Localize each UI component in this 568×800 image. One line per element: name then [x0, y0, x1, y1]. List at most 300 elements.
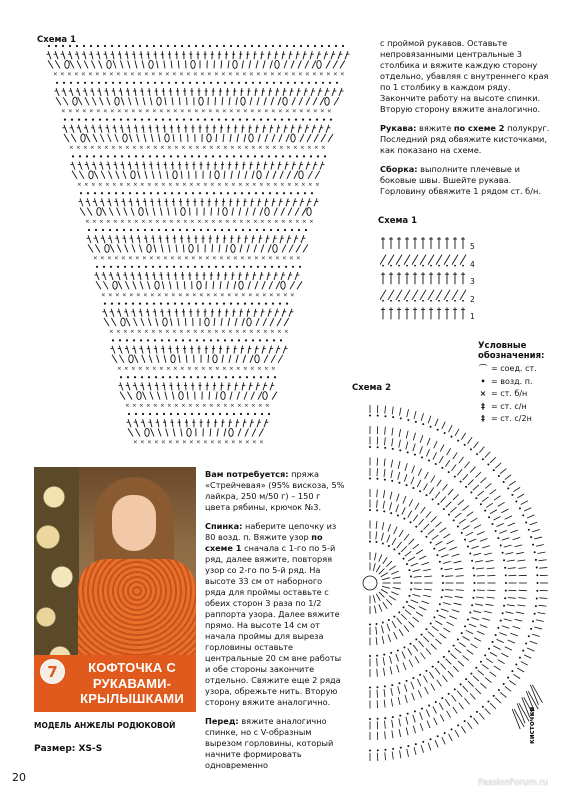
- svg-text:×: ×: [177, 255, 182, 262]
- svg-text:×: ×: [284, 71, 289, 78]
- svg-text:×: ×: [238, 439, 243, 446]
- svg-text:×: ×: [195, 145, 200, 152]
- svg-text:×: ×: [257, 366, 262, 372]
- svg-text:×: ×: [165, 329, 170, 336]
- svg-text:×: ×: [250, 108, 255, 115]
- svg-text:×: ×: [182, 182, 187, 188]
- svg-text:×: ×: [151, 71, 156, 78]
- svg-text:×: ×: [110, 108, 115, 115]
- svg-text:×: ×: [264, 366, 269, 372]
- svg-text:×: ×: [282, 255, 287, 262]
- svg-text:×: ×: [139, 402, 144, 409]
- svg-text:×: ×: [143, 292, 148, 299]
- svg-text:×: ×: [247, 255, 252, 262]
- svg-text:×: ×: [195, 402, 200, 409]
- svg-text:×: ×: [172, 329, 177, 336]
- svg-text:×: ×: [276, 292, 281, 299]
- svg-text:×: ×: [296, 255, 301, 262]
- tassel-label: кисточки: [528, 706, 536, 744]
- svg-text:×: ×: [208, 108, 213, 115]
- svg-text:×: ×: [236, 108, 241, 115]
- svg-text:×: ×: [151, 329, 156, 336]
- svg-text:×: ×: [147, 182, 152, 188]
- svg-text:×: ×: [190, 218, 195, 225]
- svg-text:×: ×: [196, 182, 201, 188]
- svg-text:×: ×: [179, 329, 184, 336]
- svg-text:×: ×: [241, 292, 246, 299]
- svg-text:×: ×: [319, 71, 324, 78]
- svg-text:×: ×: [103, 108, 108, 115]
- svg-text:×: ×: [291, 71, 296, 78]
- svg-text:×: ×: [53, 71, 58, 78]
- scheme1-small-chart: [380, 236, 468, 324]
- svg-text:×: ×: [135, 255, 140, 262]
- svg-text:×: ×: [256, 329, 261, 336]
- svg-text:×: ×: [76, 145, 81, 152]
- svg-text:×: ×: [133, 439, 138, 446]
- svg-text:×: ×: [189, 439, 194, 446]
- svg-text:×: ×: [222, 108, 227, 115]
- svg-text:×: ×: [208, 366, 213, 372]
- svg-text:×: ×: [172, 71, 177, 78]
- svg-text:×: ×: [287, 182, 292, 188]
- svg-text:×: ×: [194, 366, 199, 372]
- svg-text:×: ×: [67, 71, 72, 78]
- svg-text:×: ×: [221, 329, 226, 336]
- svg-text:×: ×: [130, 71, 135, 78]
- svg-text:×: ×: [136, 292, 141, 299]
- svg-text:×: ×: [99, 218, 104, 225]
- svg-text:×: ×: [185, 292, 190, 299]
- website-watermark: PassionForum.ru: [478, 778, 549, 788]
- svg-text:×: ×: [68, 108, 73, 115]
- svg-text:×: ×: [140, 439, 145, 446]
- svg-text:×: ×: [174, 145, 179, 152]
- svg-text:×: ×: [271, 108, 276, 115]
- svg-text:×: ×: [255, 292, 260, 299]
- svg-text:×: ×: [295, 218, 300, 225]
- svg-text:×: ×: [95, 71, 100, 78]
- svg-text:×: ×: [222, 366, 227, 372]
- svg-text:×: ×: [299, 108, 304, 115]
- svg-text:×: ×: [230, 145, 235, 152]
- svg-text:×: ×: [243, 108, 248, 115]
- svg-text:×: ×: [154, 182, 159, 188]
- svg-text:×: ×: [183, 218, 188, 225]
- svg-text:×: ×: [166, 108, 171, 115]
- svg-text:×: ×: [202, 402, 207, 409]
- svg-text:×: ×: [153, 402, 158, 409]
- scheme1-chart: [34, 40, 364, 455]
- svg-text:×: ×: [286, 145, 291, 152]
- svg-text:×: ×: [216, 402, 221, 409]
- svg-text:×: ×: [178, 292, 183, 299]
- svg-text:×: ×: [205, 255, 210, 262]
- svg-text:×: ×: [150, 292, 155, 299]
- svg-text:×: ×: [187, 366, 192, 372]
- svg-text:×: ×: [290, 292, 295, 299]
- svg-text:×: ×: [141, 218, 146, 225]
- svg-text:×: ×: [203, 439, 208, 446]
- svg-text:×: ×: [180, 108, 185, 115]
- svg-text:×: ×: [174, 402, 179, 409]
- svg-text:×: ×: [179, 71, 184, 78]
- svg-text:×: ×: [198, 255, 203, 262]
- svg-text:×: ×: [126, 182, 131, 188]
- svg-text:×: ×: [201, 366, 206, 372]
- svg-text:×: ×: [138, 108, 143, 115]
- svg-text:×: ×: [169, 218, 174, 225]
- svg-text:×: ×: [125, 402, 130, 409]
- svg-text:×: ×: [258, 145, 263, 152]
- svg-text:×: ×: [176, 218, 181, 225]
- svg-text:×: ×: [312, 71, 317, 78]
- svg-text:×: ×: [244, 402, 249, 409]
- svg-text:×: ×: [97, 145, 102, 152]
- svg-text:×: ×: [301, 182, 306, 188]
- svg-text:×: ×: [189, 182, 194, 188]
- svg-text:×: ×: [213, 292, 218, 299]
- right-column-text: [380, 38, 550, 205]
- legend-title: Условные обозначения:: [478, 341, 545, 361]
- svg-text:×: ×: [84, 182, 89, 188]
- svg-text:×: ×: [116, 329, 121, 336]
- svg-text:×: ×: [289, 255, 294, 262]
- svg-text:×: ×: [229, 366, 234, 372]
- scheme1-label: Схема 1: [37, 35, 77, 45]
- page-number: 20: [12, 771, 26, 784]
- svg-text:×: ×: [81, 71, 86, 78]
- svg-text:×: ×: [168, 182, 173, 188]
- svg-text:×: ×: [219, 255, 224, 262]
- svg-text:×: ×: [220, 292, 225, 299]
- svg-text:×: ×: [69, 145, 74, 152]
- svg-text:×: ×: [188, 145, 193, 152]
- svg-text:×: ×: [251, 145, 256, 152]
- svg-text:×: ×: [258, 402, 263, 409]
- svg-text:×: ×: [243, 366, 248, 372]
- materials-paragraph: Вам потребуется: пряжа «Стрейчевая» (95% вискоза, 5% лайкра, 250 м/50 г) – 150 г цвета рябины, крючок №3.: [205, 469, 345, 512]
- svg-text:×: ×: [292, 108, 297, 115]
- svg-text:×: ×: [298, 71, 303, 78]
- svg-text:×: ×: [161, 439, 166, 446]
- svg-text:×: ×: [257, 108, 262, 115]
- svg-text:×: ×: [248, 292, 253, 299]
- svg-text:×: ×: [300, 145, 305, 152]
- svg-text:×: ×: [302, 218, 307, 225]
- svg-text:×: ×: [215, 366, 220, 372]
- svg-text:×: ×: [109, 329, 114, 336]
- svg-text:×: ×: [224, 182, 229, 188]
- title-banner: [34, 655, 196, 712]
- svg-text:×: ×: [146, 402, 151, 409]
- svg-text:×: ×: [181, 145, 186, 152]
- svg-text:×: ×: [201, 108, 206, 115]
- svg-text:×: ×: [139, 145, 144, 152]
- svg-text:×: ×: [203, 182, 208, 188]
- svg-text:×: ×: [264, 108, 269, 115]
- middle-column-text: [205, 469, 345, 779]
- legend-item: ‡ = ст. с/2н: [481, 414, 532, 423]
- svg-text:×: ×: [131, 366, 136, 372]
- svg-text:×: ×: [246, 218, 251, 225]
- svg-text:×: ×: [283, 292, 288, 299]
- right-paragraph-1: с проймой рукавов. Оставьте непровязанными центральные 3 столбика и вяжите каждую сторону отдельно, убавляя с внутреннего края по 1 столбику в каждом ряду. Закончите работу на высоте спинки. Вторую сторону вяжите аналогично.: [380, 38, 549, 114]
- svg-text:×: ×: [147, 439, 152, 446]
- svg-text:×: ×: [128, 255, 133, 262]
- svg-text:×: ×: [115, 292, 120, 299]
- svg-text:×: ×: [225, 218, 230, 225]
- svg-text:×: ×: [237, 145, 242, 152]
- svg-text:×: ×: [160, 402, 165, 409]
- svg-text:×: ×: [102, 71, 107, 78]
- svg-text:×: ×: [268, 255, 273, 262]
- svg-text:×: ×: [145, 366, 150, 372]
- svg-text:×: ×: [121, 255, 126, 262]
- svg-text:×: ×: [142, 255, 147, 262]
- svg-text:×: ×: [90, 145, 95, 152]
- svg-text:×: ×: [159, 366, 164, 372]
- svg-text:×: ×: [138, 366, 143, 372]
- legend-item: ⌒ = соед. ст.: [479, 364, 537, 373]
- sleeves-paragraph: Рукава: вяжите по схеме 2 полукруг. Последний ряд обвяжите кисточками, как показано на схеме.: [380, 123, 550, 155]
- svg-text:×: ×: [74, 71, 79, 78]
- svg-text:×: ×: [155, 218, 160, 225]
- svg-text:×: ×: [83, 145, 88, 152]
- svg-text:×: ×: [182, 439, 187, 446]
- svg-text:×: ×: [120, 218, 125, 225]
- svg-text:×: ×: [231, 182, 236, 188]
- svg-text:×: ×: [252, 439, 257, 446]
- svg-text:×: ×: [224, 439, 229, 446]
- svg-text:×: ×: [91, 182, 96, 188]
- svg-text:×: ×: [175, 439, 180, 446]
- svg-text:×: ×: [144, 329, 149, 336]
- svg-text:×: ×: [170, 255, 175, 262]
- svg-text:×: ×: [249, 71, 254, 78]
- svg-text:×: ×: [171, 292, 176, 299]
- svg-text:×: ×: [294, 182, 299, 188]
- svg-text:×: ×: [270, 71, 275, 78]
- svg-text:×: ×: [125, 145, 130, 152]
- svg-text:×: ×: [133, 182, 138, 188]
- svg-text:×: ×: [123, 329, 128, 336]
- svg-text:×: ×: [313, 108, 318, 115]
- svg-text:×: ×: [215, 108, 220, 115]
- svg-text:×: ×: [144, 71, 149, 78]
- back-paragraph: Спинка: наберите цепочку из 80 возд. п. Вяжите узор по схеме 1 сначала с 1-го по 5-й ряд, далее вяжите, повторяя узор со 2-го по 5-й ряд. На высоте 33 см от наборного ряда для проймы оставьте с обеих сторон 3 раза по 1/2 раппорта узора. Далее вяжите прямо. На высоте 14 см от начала проймы для выреза горловины оставьте центральные 20 см вне работы и обе стороны закончите отдельно. Свяжите еще 2 ряда узора, обрежьте нить. Вторую сторону вяжите аналогично.: [205, 521, 342, 707]
- svg-text:×: ×: [92, 218, 97, 225]
- svg-text:×: ×: [229, 108, 234, 115]
- svg-text:×: ×: [168, 439, 173, 446]
- svg-text:×: ×: [263, 71, 268, 78]
- svg-text:×: ×: [273, 182, 278, 188]
- svg-text:×: ×: [197, 218, 202, 225]
- svg-text:×: ×: [230, 402, 235, 409]
- svg-text:×: ×: [122, 292, 127, 299]
- svg-text:×: ×: [137, 71, 142, 78]
- svg-text:×: ×: [274, 218, 279, 225]
- svg-text:×: ×: [167, 402, 172, 409]
- svg-text:×: ×: [167, 145, 172, 152]
- svg-text:×: ×: [194, 108, 199, 115]
- svg-text:×: ×: [260, 218, 265, 225]
- svg-text:×: ×: [152, 366, 157, 372]
- svg-text:×: ×: [160, 145, 165, 152]
- svg-text:×: ×: [127, 218, 132, 225]
- svg-text:×: ×: [173, 108, 178, 115]
- svg-text:×: ×: [275, 255, 280, 262]
- svg-text:×: ×: [186, 71, 191, 78]
- pattern-number-badge: 7: [40, 659, 65, 684]
- svg-text:×: ×: [158, 329, 163, 336]
- svg-text:×: ×: [218, 218, 223, 225]
- svg-text:×: ×: [234, 292, 239, 299]
- svg-text:×: ×: [281, 218, 286, 225]
- svg-text:×: ×: [278, 108, 283, 115]
- svg-text:×: ×: [263, 329, 268, 336]
- svg-text:×: ×: [161, 182, 166, 188]
- svg-text:×: ×: [106, 218, 111, 225]
- svg-text:×: ×: [88, 71, 93, 78]
- svg-text:×: ×: [119, 182, 124, 188]
- svg-text:×: ×: [245, 439, 250, 446]
- svg-text:×: ×: [187, 108, 192, 115]
- svg-text:×: ×: [175, 182, 180, 188]
- svg-text:×: ×: [77, 182, 82, 188]
- svg-text:×: ×: [159, 108, 164, 115]
- svg-text:×: ×: [117, 108, 122, 115]
- svg-text:×: ×: [204, 218, 209, 225]
- svg-text:×: ×: [200, 329, 205, 336]
- svg-text:×: ×: [154, 439, 159, 446]
- size-info: Размер: XS-S: [34, 744, 103, 754]
- pattern-title: КОФТОЧКА С РУКАВАМИ-КРЫЛЫШКАМИ: [80, 660, 184, 706]
- svg-text:×: ×: [60, 71, 65, 78]
- svg-text:×: ×: [305, 71, 310, 78]
- svg-text:×: ×: [202, 145, 207, 152]
- svg-text:×: ×: [333, 71, 338, 78]
- svg-text:×: ×: [217, 182, 222, 188]
- svg-text:×: ×: [193, 329, 198, 336]
- svg-text:×: ×: [132, 402, 137, 409]
- svg-text:×: ×: [181, 402, 186, 409]
- svg-text:×: ×: [211, 218, 216, 225]
- svg-text:×: ×: [242, 329, 247, 336]
- svg-text:×: ×: [129, 292, 134, 299]
- svg-text:×: ×: [188, 402, 193, 409]
- svg-text:×: ×: [233, 255, 238, 262]
- svg-text:×: ×: [130, 329, 135, 336]
- svg-text:×: ×: [173, 366, 178, 372]
- svg-text:×: ×: [137, 329, 142, 336]
- svg-text:×: ×: [315, 182, 320, 188]
- svg-text:×: ×: [193, 71, 198, 78]
- svg-text:×: ×: [192, 292, 197, 299]
- svg-text:×: ×: [217, 439, 222, 446]
- legend-item: • = возд. п.: [480, 376, 533, 386]
- svg-text:×: ×: [340, 71, 345, 78]
- svg-text:×: ×: [145, 108, 150, 115]
- row-numbers: 5 4 3 2 1: [470, 242, 475, 322]
- model-credit: МОДЕЛЬ АНЖЕЛЫ РОДЮКОВОЙ: [34, 721, 176, 730]
- svg-text:×: ×: [209, 145, 214, 152]
- svg-text:×: ×: [231, 439, 236, 446]
- svg-text:×: ×: [216, 145, 221, 152]
- svg-text:×: ×: [214, 71, 219, 78]
- scheme1-small-label: Схема 1: [378, 216, 418, 226]
- svg-text:×: ×: [85, 218, 90, 225]
- svg-text:×: ×: [259, 182, 264, 188]
- svg-text:×: ×: [320, 108, 325, 115]
- svg-text:×: ×: [259, 439, 264, 446]
- svg-text:×: ×: [164, 292, 169, 299]
- svg-text:×: ×: [140, 182, 145, 188]
- svg-text:×: ×: [105, 182, 110, 188]
- svg-text:×: ×: [163, 255, 168, 262]
- svg-text:×: ×: [134, 218, 139, 225]
- svg-text:×: ×: [226, 255, 231, 262]
- svg-text:×: ×: [265, 145, 270, 152]
- svg-text:×: ×: [214, 329, 219, 336]
- svg-text:×: ×: [228, 329, 233, 336]
- svg-text:×: ×: [89, 108, 94, 115]
- svg-text:×: ×: [239, 218, 244, 225]
- svg-text:×: ×: [280, 182, 285, 188]
- svg-text:×: ×: [157, 292, 162, 299]
- svg-text:×: ×: [261, 255, 266, 262]
- svg-text:×: ×: [184, 255, 189, 262]
- svg-text:×: ×: [307, 145, 312, 152]
- svg-text:×: ×: [212, 255, 217, 262]
- svg-text:×: ×: [272, 145, 277, 152]
- svg-text:×: ×: [293, 145, 298, 152]
- svg-text:×: ×: [191, 255, 196, 262]
- svg-text:×: ×: [235, 71, 240, 78]
- svg-text:×: ×: [277, 329, 282, 336]
- svg-text:×: ×: [112, 182, 117, 188]
- svg-text:×: ×: [262, 292, 267, 299]
- svg-text:×: ×: [149, 255, 154, 262]
- svg-text:×: ×: [109, 71, 114, 78]
- svg-text:×: ×: [107, 255, 112, 262]
- svg-text:×: ×: [221, 71, 226, 78]
- svg-text:×: ×: [165, 71, 170, 78]
- svg-text:×: ×: [207, 329, 212, 336]
- svg-text:×: ×: [265, 402, 270, 409]
- svg-text:×: ×: [166, 366, 171, 372]
- svg-text:×: ×: [196, 439, 201, 446]
- svg-text:×: ×: [232, 218, 237, 225]
- svg-text:×: ×: [206, 292, 211, 299]
- svg-text:×: ×: [285, 108, 290, 115]
- svg-text:×: ×: [152, 108, 157, 115]
- svg-text:×: ×: [236, 366, 241, 372]
- svg-text:×: ×: [321, 145, 326, 152]
- svg-text:×: ×: [207, 71, 212, 78]
- svg-text:×: ×: [223, 145, 228, 152]
- svg-text:×: ×: [326, 71, 331, 78]
- svg-text:×: ×: [209, 402, 214, 409]
- svg-text:×: ×: [251, 402, 256, 409]
- svg-text:×: ×: [61, 108, 66, 115]
- svg-text:×: ×: [252, 182, 257, 188]
- svg-text:×: ×: [309, 218, 314, 225]
- svg-text:×: ×: [162, 218, 167, 225]
- svg-text:×: ×: [114, 255, 119, 262]
- svg-text:×: ×: [123, 71, 128, 78]
- svg-text:×: ×: [308, 182, 313, 188]
